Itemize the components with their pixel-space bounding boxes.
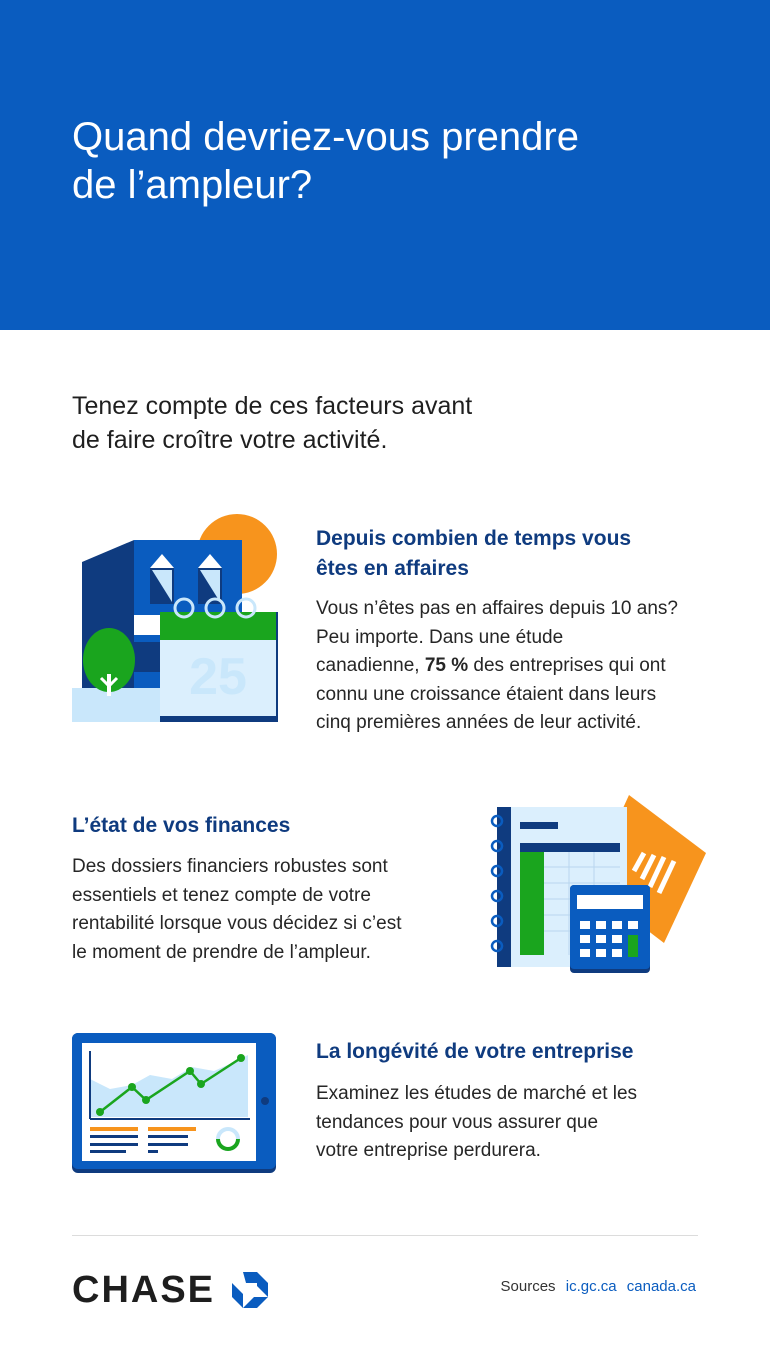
source-link-canada[interactable]: canada.ca	[626, 1278, 696, 1295]
section-heading-time-in-business: Depuis combien de temps vous êtes en affaires	[316, 527, 632, 580]
hero-banner	[0, 0, 770, 330]
sources-line	[501, 1278, 696, 1295]
ledger-calculator-illustration	[484, 795, 708, 975]
intro-text: Tenez compte de ces facteurs avant de faire croître votre activité.	[72, 392, 473, 454]
section-text-longevity: Examinez les études de marché et les tendances pour vous assurer que votre entreprise perdurera.	[316, 1083, 638, 1161]
section-text-finances: Des dossiers financiers robustes sont essentiels et tenez compte de votre rentabilité lorsque vous décidez si c’est le moment de prendre de l’ampleur.	[72, 856, 402, 963]
page-title: Quand devriez-vous prendre de l’ampleur?	[72, 115, 579, 207]
calendar-day-number: 25	[189, 648, 247, 706]
footer-divider	[72, 1235, 698, 1236]
chase-octagon-icon	[232, 1272, 268, 1308]
section-heading-finances: L’état de vos finances	[72, 814, 291, 837]
time-text-part-1: Vous n’êtes pas en affaires depuis 10 ans? Peu importe. Dans une étude canadienne,	[316, 598, 678, 676]
tablet-chart-illustration	[72, 1033, 278, 1175]
sources-label: Sources	[500, 1278, 556, 1295]
time-text-part-2: des entreprises qui ont connu une croissance étaient dans leurs cinq premières années de leur activité.	[316, 655, 666, 733]
building-calendar-illustration	[72, 512, 282, 724]
section-text-time-in-business	[316, 595, 736, 738]
section-heading-longevity: La longévité de votre entreprise	[316, 1040, 634, 1063]
chase-logo-wordmark: CHASE	[72, 1269, 216, 1311]
source-link-ic[interactable]: ic.gc.ca	[565, 1278, 617, 1295]
time-text-highlight: 75 %	[424, 655, 469, 676]
